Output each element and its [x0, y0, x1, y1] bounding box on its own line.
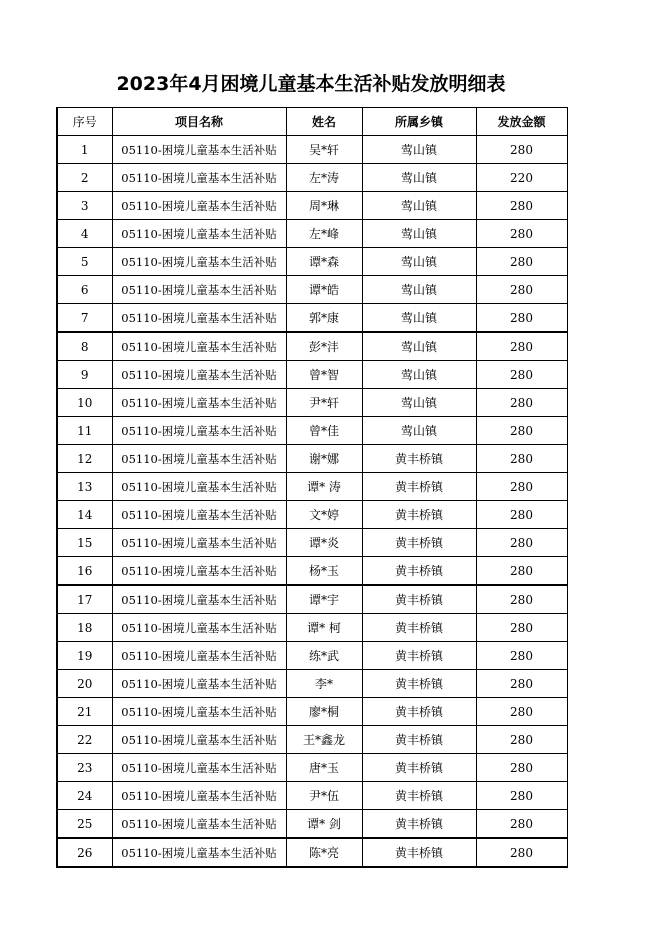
cell-town: 黄丰桥镇 — [362, 670, 476, 698]
cell-seq: 12 — [57, 445, 112, 473]
table-row — [57, 838, 567, 867]
cell-amount: 280 — [476, 557, 567, 586]
header-seq: 序号 — [57, 108, 112, 136]
cell-amount: 280 — [476, 136, 567, 164]
table-row — [57, 726, 567, 754]
cell-town: 莺山镇 — [362, 192, 476, 220]
cell-seq: 19 — [57, 642, 112, 670]
cell-town: 黄丰桥镇 — [362, 473, 476, 501]
table-row — [57, 164, 567, 192]
cell-project: 05110-困境儿童基本生活补贴 — [112, 445, 286, 473]
cell-seq: 13 — [57, 473, 112, 501]
cell-seq: 24 — [57, 782, 112, 810]
cell-seq: 21 — [57, 698, 112, 726]
cell-name: 文*婷 — [286, 501, 362, 529]
table-row — [57, 276, 567, 304]
table-row — [57, 557, 567, 586]
table-row — [57, 473, 567, 501]
cell-seq: 17 — [57, 585, 112, 614]
cell-seq: 23 — [57, 754, 112, 782]
cell-amount: 280 — [476, 726, 567, 754]
cell-town: 莺山镇 — [362, 276, 476, 304]
cell-town: 黄丰桥镇 — [362, 445, 476, 473]
cell-project: 05110-困境儿童基本生活补贴 — [112, 698, 286, 726]
table-row — [57, 417, 567, 445]
cell-seq: 8 — [57, 332, 112, 361]
cell-project: 05110-困境儿童基本生活补贴 — [112, 417, 286, 445]
cell-amount: 280 — [476, 782, 567, 810]
cell-seq: 4 — [57, 220, 112, 248]
cell-project: 05110-困境儿童基本生活补贴 — [112, 585, 286, 614]
cell-seq: 7 — [57, 304, 112, 333]
cell-project: 05110-困境儿童基本生活补贴 — [112, 726, 286, 754]
cell-amount: 280 — [476, 501, 567, 529]
cell-amount: 280 — [476, 445, 567, 473]
table-row — [57, 670, 567, 698]
cell-town: 黄丰桥镇 — [362, 782, 476, 810]
cell-town: 莺山镇 — [362, 332, 476, 361]
cell-name: 谭*森 — [286, 248, 362, 276]
cell-amount: 280 — [476, 642, 567, 670]
cell-amount: 280 — [476, 529, 567, 557]
cell-name: 谭*皓 — [286, 276, 362, 304]
cell-name: 曾*佳 — [286, 417, 362, 445]
cell-amount: 280 — [476, 248, 567, 276]
cell-seq: 15 — [57, 529, 112, 557]
cell-amount: 220 — [476, 164, 567, 192]
cell-name: 左*峰 — [286, 220, 362, 248]
cell-seq: 5 — [57, 248, 112, 276]
cell-project: 05110-困境儿童基本生活补贴 — [112, 473, 286, 501]
cell-seq: 18 — [57, 614, 112, 642]
cell-town: 莺山镇 — [362, 361, 476, 389]
cell-town: 黄丰桥镇 — [362, 698, 476, 726]
cell-name: 尹*轩 — [286, 389, 362, 417]
cell-name: 王*鑫龙 — [286, 726, 362, 754]
cell-name: 谭* 涛 — [286, 473, 362, 501]
cell-town: 黄丰桥镇 — [362, 810, 476, 839]
cell-town: 黄丰桥镇 — [362, 557, 476, 586]
cell-project: 05110-困境儿童基本生活补贴 — [112, 557, 286, 586]
cell-project: 05110-困境儿童基本生活补贴 — [112, 782, 286, 810]
cell-amount: 280 — [476, 838, 567, 867]
table-row — [57, 810, 567, 839]
cell-town: 黄丰桥镇 — [362, 529, 476, 557]
table-row — [57, 332, 567, 361]
cell-name: 陈*亮 — [286, 838, 362, 867]
cell-name: 周*琳 — [286, 192, 362, 220]
cell-seq: 3 — [57, 192, 112, 220]
cell-project: 05110-困境儿童基本生活补贴 — [112, 361, 286, 389]
table-row — [57, 445, 567, 473]
cell-town: 黄丰桥镇 — [362, 838, 476, 867]
cell-amount: 280 — [476, 417, 567, 445]
cell-town: 黄丰桥镇 — [362, 642, 476, 670]
cell-amount: 280 — [476, 585, 567, 614]
table-row — [57, 136, 567, 164]
header-town: 所属乡镇 — [362, 108, 476, 136]
cell-name: 谭*宇 — [286, 585, 362, 614]
table-row — [57, 220, 567, 248]
table-row — [57, 529, 567, 557]
cell-project: 05110-困境儿童基本生活补贴 — [112, 332, 286, 361]
cell-project: 05110-困境儿童基本生活补贴 — [112, 220, 286, 248]
cell-name: 唐*玉 — [286, 754, 362, 782]
cell-town: 黄丰桥镇 — [362, 614, 476, 642]
cell-amount: 280 — [476, 670, 567, 698]
cell-town: 莺山镇 — [362, 389, 476, 417]
cell-project: 05110-困境儿童基本生活补贴 — [112, 838, 286, 867]
cell-project: 05110-困境儿童基本生活补贴 — [112, 248, 286, 276]
cell-name: 廖*桐 — [286, 698, 362, 726]
cell-project: 05110-困境儿童基本生活补贴 — [112, 754, 286, 782]
cell-name: 吴*轩 — [286, 136, 362, 164]
cell-amount: 280 — [476, 698, 567, 726]
cell-name: 练*武 — [286, 642, 362, 670]
cell-project: 05110-困境儿童基本生活补贴 — [112, 810, 286, 839]
cell-seq: 20 — [57, 670, 112, 698]
subsidy-table — [56, 107, 568, 868]
cell-name: 左*涛 — [286, 164, 362, 192]
cell-project: 05110-困境儿童基本生活补贴 — [112, 670, 286, 698]
cell-seq: 26 — [57, 838, 112, 867]
cell-amount: 280 — [476, 192, 567, 220]
cell-seq: 10 — [57, 389, 112, 417]
table-body — [57, 136, 567, 868]
cell-seq: 1 — [57, 136, 112, 164]
table-row — [57, 642, 567, 670]
cell-amount: 280 — [476, 276, 567, 304]
cell-name: 彭*沣 — [286, 332, 362, 361]
cell-amount: 280 — [476, 389, 567, 417]
cell-amount: 280 — [476, 473, 567, 501]
cell-town: 黄丰桥镇 — [362, 501, 476, 529]
cell-project: 05110-困境儿童基本生活补贴 — [112, 192, 286, 220]
cell-town: 黄丰桥镇 — [362, 754, 476, 782]
cell-project: 05110-困境儿童基本生活补贴 — [112, 529, 286, 557]
cell-project: 05110-困境儿童基本生活补贴 — [112, 304, 286, 333]
cell-project: 05110-困境儿童基本生活补贴 — [112, 136, 286, 164]
cell-seq: 6 — [57, 276, 112, 304]
cell-name: 曾*智 — [286, 361, 362, 389]
cell-seq: 22 — [57, 726, 112, 754]
header-name: 姓名 — [286, 108, 362, 136]
cell-name: 谭*炎 — [286, 529, 362, 557]
cell-name: 谭* 剑 — [286, 810, 362, 839]
cell-project: 05110-困境儿童基本生活补贴 — [112, 389, 286, 417]
table-row — [57, 754, 567, 782]
cell-seq: 14 — [57, 501, 112, 529]
cell-town: 莺山镇 — [362, 220, 476, 248]
cell-town: 莺山镇 — [362, 248, 476, 276]
cell-amount: 280 — [476, 614, 567, 642]
cell-amount: 280 — [476, 810, 567, 839]
page-title: 2023年4月困境儿童基本生活补贴发放明细表 — [116, 73, 506, 95]
header-project: 项目名称 — [112, 108, 286, 136]
cell-project: 05110-困境儿童基本生活补贴 — [112, 642, 286, 670]
cell-project: 05110-困境儿童基本生活补贴 — [112, 614, 286, 642]
cell-name: 郭*康 — [286, 304, 362, 333]
cell-seq: 25 — [57, 810, 112, 839]
cell-amount: 280 — [476, 361, 567, 389]
cell-seq: 16 — [57, 557, 112, 586]
cell-name: 杨*玉 — [286, 557, 362, 586]
cell-town: 莺山镇 — [362, 164, 476, 192]
cell-town: 莺山镇 — [362, 417, 476, 445]
cell-amount: 280 — [476, 754, 567, 782]
table-row — [57, 192, 567, 220]
table-header-row — [57, 108, 567, 136]
table-row — [57, 782, 567, 810]
table-row — [57, 614, 567, 642]
cell-project: 05110-困境儿童基本生活补贴 — [112, 164, 286, 192]
table-row — [57, 248, 567, 276]
cell-name: 谭* 柯 — [286, 614, 362, 642]
cell-amount: 280 — [476, 304, 567, 333]
table-row — [57, 389, 567, 417]
cell-amount: 280 — [476, 220, 567, 248]
cell-town: 莺山镇 — [362, 136, 476, 164]
cell-name: 谢*娜 — [286, 445, 362, 473]
cell-project: 05110-困境儿童基本生活补贴 — [112, 276, 286, 304]
cell-town: 黄丰桥镇 — [362, 726, 476, 754]
cell-name: 李* — [286, 670, 362, 698]
header-amount: 发放金额 — [476, 108, 567, 136]
table-row — [57, 304, 567, 333]
cell-seq: 2 — [57, 164, 112, 192]
table-row — [57, 698, 567, 726]
table-row — [57, 585, 567, 614]
table-row — [57, 501, 567, 529]
cell-seq: 11 — [57, 417, 112, 445]
cell-seq: 9 — [57, 361, 112, 389]
cell-town: 莺山镇 — [362, 304, 476, 333]
cell-name: 尹*伍 — [286, 782, 362, 810]
cell-amount: 280 — [476, 332, 567, 361]
cell-project: 05110-困境儿童基本生活补贴 — [112, 501, 286, 529]
cell-town: 黄丰桥镇 — [362, 585, 476, 614]
table-row — [57, 361, 567, 389]
